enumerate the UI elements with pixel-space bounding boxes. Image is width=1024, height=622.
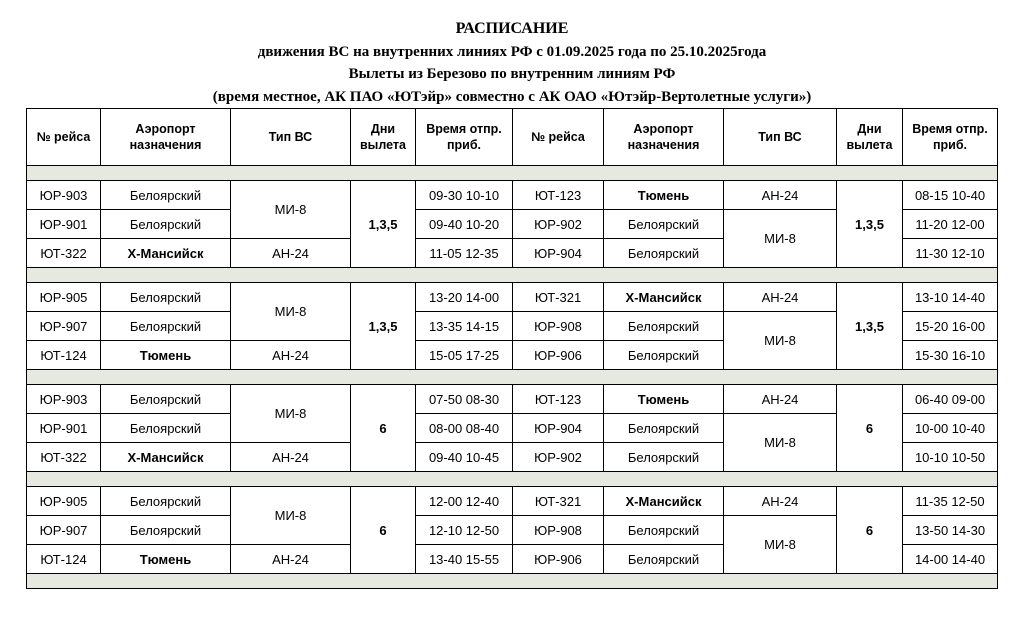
destination: Белоярский [101, 487, 231, 516]
col-days-left: Дни вылета [351, 109, 416, 166]
flight-number: ЮТ-123 [513, 385, 604, 414]
aircraft-type: МИ-8 [231, 385, 351, 443]
table-row [27, 181, 998, 210]
col-dest-right: Аэропорт назначения [604, 109, 724, 166]
col-time-right: Время отпр. приб. [903, 109, 998, 166]
destination: Белоярский [101, 414, 231, 443]
flight-days: 1,3,5 [351, 181, 416, 268]
table-row [27, 487, 998, 516]
destination: Белоярский [101, 283, 231, 312]
flight-number: ЮР-908 [513, 516, 604, 545]
flight-number: ЮР-905 [27, 487, 101, 516]
flight-number: ЮР-907 [27, 516, 101, 545]
flight-time: 12-10 12-50 [416, 516, 513, 545]
document-title: РАСПИСАНИЕ [455, 20, 569, 37]
col-flight-left: № рейса [27, 109, 101, 166]
flight-days: 6 [837, 487, 903, 574]
flight-number: ЮТ-124 [27, 341, 101, 370]
aircraft-type: АН-24 [724, 487, 837, 516]
col-time-left: Время отпр. приб. [416, 109, 513, 166]
separator-cell [27, 370, 998, 385]
aircraft-type: АН-24 [231, 341, 351, 370]
destination: Х-Мансийск [604, 283, 724, 312]
col-type-right: Тип ВС [724, 109, 837, 166]
aircraft-type: МИ-8 [724, 414, 837, 472]
flight-number: ЮТ-124 [27, 545, 101, 574]
document-header [0, 18, 1024, 108]
destination: Х-Мансийск [604, 487, 724, 516]
aircraft-type: МИ-8 [724, 312, 837, 370]
col-days-right: Дни вылета [837, 109, 903, 166]
flight-time: 13-40 15-55 [416, 545, 513, 574]
flight-days: 6 [351, 487, 416, 574]
flight-time: 15-20 16-00 [903, 312, 998, 341]
separator-row [27, 370, 998, 385]
aircraft-type: МИ-8 [724, 516, 837, 574]
col-dest-left: Аэропорт назначения [101, 109, 231, 166]
flight-days: 1,3,5 [837, 283, 903, 370]
destination: Белоярский [604, 414, 724, 443]
aircraft-type: АН-24 [231, 443, 351, 472]
flight-time: 09-40 10-45 [416, 443, 513, 472]
flight-time: 10-10 10-50 [903, 443, 998, 472]
aircraft-type: АН-24 [231, 545, 351, 574]
schedule-note: (время местное, АК ПАО «ЮТэйр» совместно с АК ОАО «Ютэйр-Вертолетные услуги») [212, 88, 812, 105]
aircraft-type: МИ-8 [231, 487, 351, 545]
flight-number: ЮР-902 [513, 443, 604, 472]
destination: Белоярский [604, 516, 724, 545]
schedule-period: движения ВС на внутренних линиях РФ с 01.09.2025 года по 25.10.2025года [257, 43, 767, 60]
destination: Х-Мансийск [101, 239, 231, 268]
col-flight-right: № рейса [513, 109, 604, 166]
flight-number: ЮР-906 [513, 341, 604, 370]
destination: Белоярский [604, 341, 724, 370]
flight-days: 6 [351, 385, 416, 472]
flight-time: 09-30 10-10 [416, 181, 513, 210]
separator-row [27, 472, 998, 487]
aircraft-type: МИ-8 [231, 283, 351, 341]
flight-number: ЮР-904 [513, 414, 604, 443]
separator-cell [27, 472, 998, 487]
destination: Белоярский [101, 312, 231, 341]
flight-time: 07-50 08-30 [416, 385, 513, 414]
table-row [27, 385, 998, 414]
col-type-left: Тип ВС [231, 109, 351, 166]
destination: Белоярский [101, 516, 231, 545]
aircraft-type: АН-24 [231, 239, 351, 268]
destination: Белоярский [604, 545, 724, 574]
flight-time: 11-30 12-10 [903, 239, 998, 268]
destination: Тюмень [604, 385, 724, 414]
aircraft-type: МИ-8 [724, 210, 837, 268]
aircraft-type: АН-24 [724, 181, 837, 210]
aircraft-type: МИ-8 [231, 181, 351, 239]
flight-number: ЮР-907 [27, 312, 101, 341]
destination: Х-Мансийск [101, 443, 231, 472]
separator-cell [27, 574, 998, 589]
flight-number: ЮР-902 [513, 210, 604, 239]
destination: Белоярский [604, 239, 724, 268]
flight-number: ЮР-904 [513, 239, 604, 268]
destination: Тюмень [101, 341, 231, 370]
flight-number: ЮР-901 [27, 210, 101, 239]
destination: Белоярский [604, 443, 724, 472]
separator-row [27, 166, 998, 181]
flight-time: 08-00 08-40 [416, 414, 513, 443]
flight-time: 11-05 12-35 [416, 239, 513, 268]
table-row [27, 283, 998, 312]
aircraft-type: АН-24 [724, 283, 837, 312]
destination: Белоярский [101, 210, 231, 239]
destination: Белоярский [604, 210, 724, 239]
flight-number: ЮТ-322 [27, 239, 101, 268]
flight-time: 15-30 16-10 [903, 341, 998, 370]
destination: Белоярский [604, 312, 724, 341]
flight-time: 11-20 12-00 [903, 210, 998, 239]
separator-cell [27, 166, 998, 181]
schedule-table [26, 108, 998, 589]
flight-time: 13-50 14-30 [903, 516, 998, 545]
flight-number: ЮР-906 [513, 545, 604, 574]
separator-cell [27, 268, 998, 283]
flight-time: 14-00 14-40 [903, 545, 998, 574]
header-row [27, 109, 998, 166]
flight-time: 08-15 10-40 [903, 181, 998, 210]
flight-time: 13-35 14-15 [416, 312, 513, 341]
flight-number: ЮР-903 [27, 385, 101, 414]
destination: Белоярский [101, 385, 231, 414]
flight-number: ЮТ-123 [513, 181, 604, 210]
flight-number: ЮР-901 [27, 414, 101, 443]
flight-number: ЮТ-321 [513, 487, 604, 516]
destination: Тюмень [101, 545, 231, 574]
flight-time: 11-35 12-50 [903, 487, 998, 516]
flight-number: ЮТ-321 [513, 283, 604, 312]
flight-days: 1,3,5 [351, 283, 416, 370]
flight-number: ЮТ-322 [27, 443, 101, 472]
separator-row [27, 268, 998, 283]
flight-days: 6 [837, 385, 903, 472]
flight-time: 13-10 14-40 [903, 283, 998, 312]
flight-number: ЮР-905 [27, 283, 101, 312]
flight-time: 13-20 14-00 [416, 283, 513, 312]
flight-number: ЮР-903 [27, 181, 101, 210]
flight-days: 1,3,5 [837, 181, 903, 268]
separator-row [27, 574, 998, 589]
flight-time: 10-00 10-40 [903, 414, 998, 443]
flight-time: 06-40 09-00 [903, 385, 998, 414]
aircraft-type: АН-24 [724, 385, 837, 414]
flight-number: ЮР-908 [513, 312, 604, 341]
flight-time: 15-05 17-25 [416, 341, 513, 370]
destination: Тюмень [604, 181, 724, 210]
flight-time: 09-40 10-20 [416, 210, 513, 239]
schedule-subtitle: Вылеты из Березово по внутренним линиям РФ [348, 66, 676, 82]
flight-time: 12-00 12-40 [416, 487, 513, 516]
destination: Белоярский [101, 181, 231, 210]
